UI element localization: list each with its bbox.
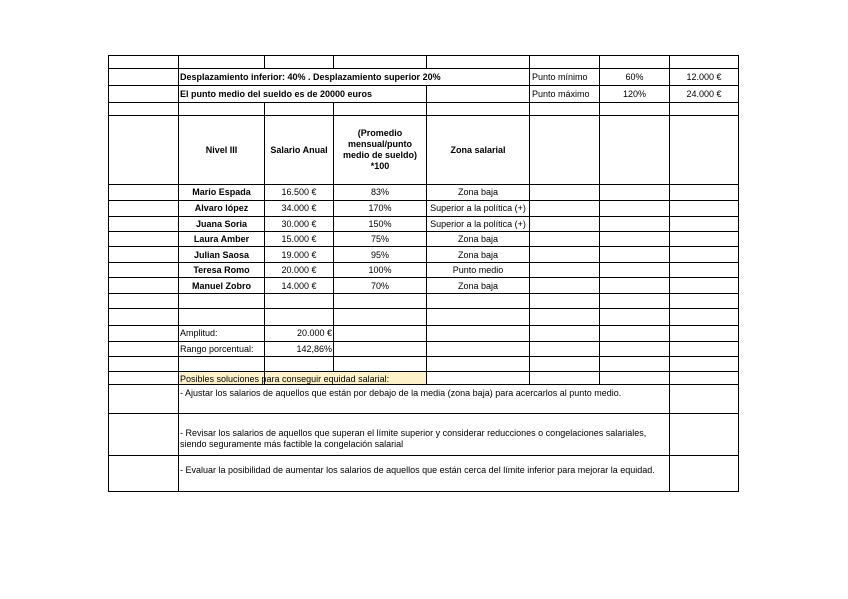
- employee-salary: 34.000 €: [281, 203, 317, 213]
- solution-item: - Revisar los salarios de aquellos que superan el límite superior y considerar reducciones o congelaciones salariales, siendo seguramente más factible la congelación salarial: [180, 428, 647, 449]
- row-line: [108, 277, 739, 278]
- col-line: [426, 55, 427, 69]
- employee-name: Alvaro lópez: [194, 203, 249, 213]
- max-point-value: 24.000 €: [686, 89, 722, 99]
- col-line: [599, 55, 600, 384]
- employee-name: Mario Espada: [192, 187, 251, 197]
- employee-salary: 30.000 €: [281, 219, 317, 229]
- employee-name: Manuel Zobro: [192, 281, 251, 291]
- row-line: [108, 231, 739, 232]
- amplitude-label: Amplitud:: [180, 328, 218, 338]
- row-line: [108, 262, 739, 263]
- range-value: 142,86%: [296, 344, 332, 354]
- header-promedio: (Promedio mensual/punto medio de sueldo) *100: [342, 128, 417, 171]
- min-point-label: Punto mínimo: [532, 72, 588, 82]
- employee-zone: Punto medio: [452, 265, 504, 275]
- employee-name: Julian Saosa: [193, 250, 250, 260]
- border-right: [738, 55, 739, 492]
- col-line: [333, 55, 334, 69]
- row-line: [108, 246, 739, 247]
- row-line: [108, 341, 739, 342]
- row-line: [108, 200, 739, 201]
- max-point-percent: 120%: [622, 89, 647, 99]
- row-line: [108, 413, 739, 414]
- solution-item: - Evaluar la posibilidad de aumentar los salarios de aquellos que están cerca del límite inferior para mejorar la equidad.: [180, 465, 655, 475]
- row-line: [108, 371, 739, 372]
- row-line: [108, 216, 739, 217]
- row-line: [108, 184, 739, 185]
- row-line: [108, 356, 739, 357]
- row-line: [108, 325, 739, 326]
- col-line: [529, 55, 530, 384]
- displacement-note: Desplazamiento inferior: 40% . Desplazamiento superior 20%: [180, 72, 441, 82]
- employee-zone: Zona baja: [457, 234, 499, 244]
- border-left: [108, 55, 109, 492]
- employee-name: Laura Amber: [193, 234, 250, 244]
- employee-salary: 19.000 €: [281, 250, 317, 260]
- employee-percent: 75%: [370, 234, 389, 244]
- employee-zone: Zona baja: [457, 187, 499, 197]
- col-line: [264, 55, 265, 69]
- row-line: [108, 68, 739, 69]
- employee-name: Teresa Romo: [193, 265, 250, 275]
- header-salario: Salario Anual: [270, 144, 328, 155]
- employee-salary: 16.500 €: [281, 187, 317, 197]
- header-nivel: Nivel III: [205, 144, 238, 155]
- border-top: [108, 55, 739, 56]
- row-line: [108, 455, 739, 456]
- row-line: [108, 85, 739, 86]
- header-zona: Zona salarial: [450, 144, 506, 155]
- employee-zone: Superior a la política (+): [430, 219, 526, 229]
- employee-name: Juana Soria: [195, 219, 248, 229]
- min-point-value: 12.000 €: [686, 72, 722, 82]
- employee-percent: 70%: [370, 281, 389, 291]
- max-point-label: Punto máximo: [532, 89, 590, 99]
- employee-percent: 150%: [368, 219, 392, 229]
- amplitude-value: 20.000 €: [296, 328, 332, 338]
- employee-zone: Superior a la política (+): [430, 203, 526, 213]
- employee-salary: 14.000 €: [281, 281, 317, 291]
- row-line: [108, 293, 739, 294]
- min-point-percent: 60%: [625, 72, 644, 82]
- border-bottom: [108, 491, 739, 492]
- range-label: Rango porcentual:: [180, 344, 254, 354]
- employee-salary: 15.000 €: [281, 234, 317, 244]
- row-line: [108, 308, 739, 309]
- solution-item: - Ajustar los salarios de aquellos que están por debajo de la media (zona baja) para acercarlos al punto medio.: [180, 388, 622, 398]
- row-line: [108, 102, 739, 103]
- employee-zone: Zona baja: [457, 250, 499, 260]
- col-line: [669, 55, 670, 492]
- employee-salary: 20.000 €: [281, 265, 317, 275]
- employee-percent: 170%: [368, 203, 392, 213]
- employee-zone: Zona baja: [457, 281, 499, 291]
- employee-percent: 83%: [370, 187, 389, 197]
- midpoint-note: El punto medio del sueldo es de 20000 euros: [180, 89, 373, 99]
- employee-percent: 95%: [370, 250, 389, 260]
- employee-percent: 100%: [368, 265, 392, 275]
- solutions-title: Posibles soluciones para conseguir equidad salarial:: [180, 374, 390, 384]
